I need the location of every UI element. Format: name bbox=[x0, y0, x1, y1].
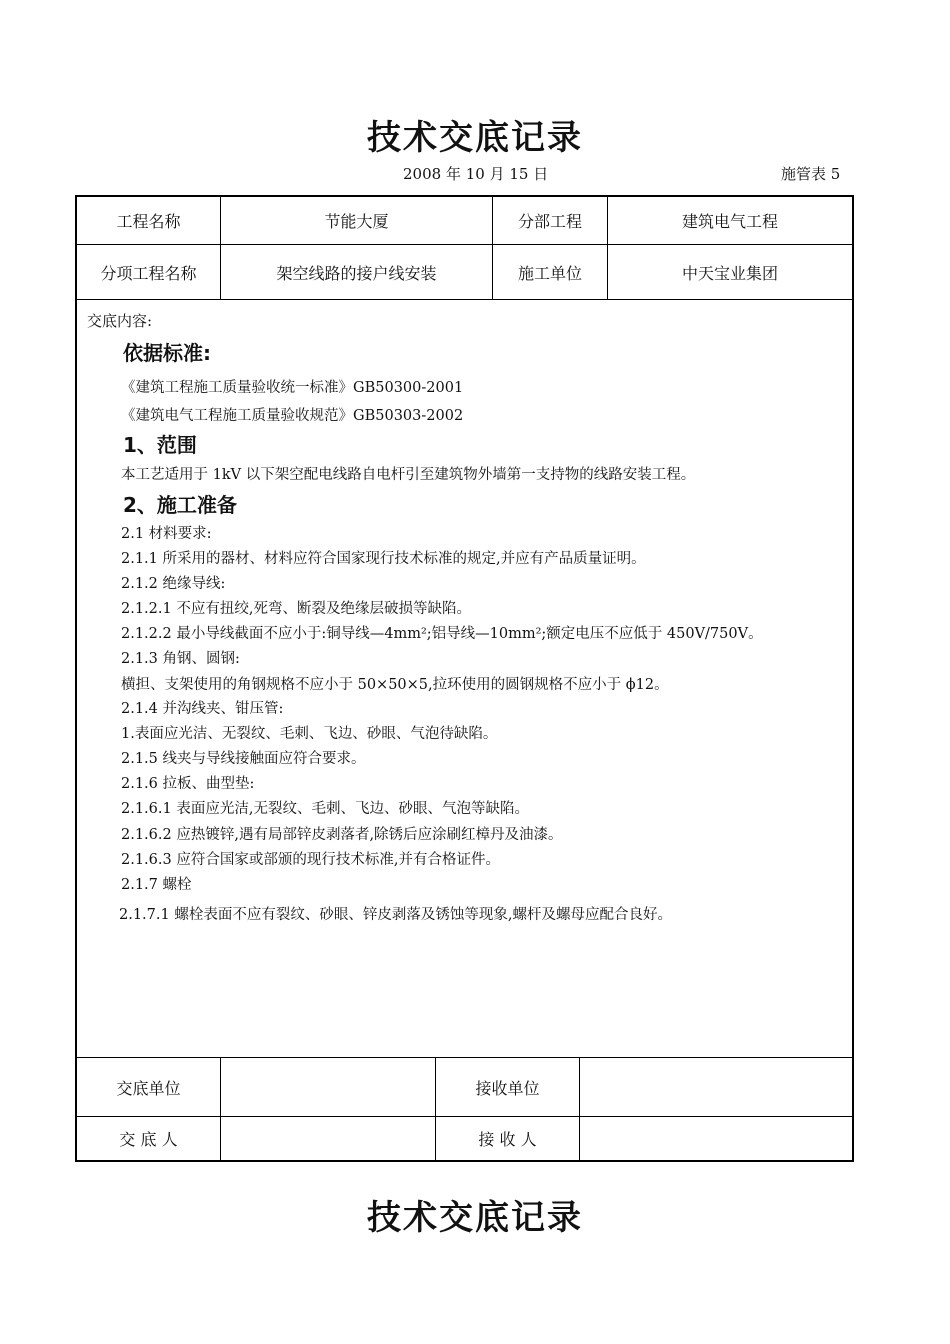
content-line: 2.1.6.3 应符合国家或部颁的现行技术标准,并有合格证件。 bbox=[121, 852, 500, 868]
content-line: 2.1 材料要求: bbox=[121, 526, 212, 542]
subitem-name-value: 架空线路的接户线安装 bbox=[276, 263, 437, 283]
content-line: 2.1.7.1 螺栓表面不应有裂纹、砂眼、锌皮剥落及锈蚀等现象,螺杆及螺母应配合良好。 bbox=[119, 907, 672, 923]
contractor-label: 施工单位 bbox=[517, 263, 582, 283]
content-line: 2.1.2.2 最小导线截面不应小于:铜导线—4mm²;铝导线—10mm²;额定电压不应低于 450V/750V。 bbox=[121, 626, 763, 642]
content-line: 《建筑电气工程施工质量验收规范》GB50303-2002 bbox=[121, 408, 464, 424]
content-line: 本工艺适用于 1kV 以下架空配电线路自电杆引至建筑物外墙第一支持物的线路安装工程。 bbox=[121, 467, 696, 483]
document-date: 2008 年 10 月 15 日 bbox=[403, 165, 549, 183]
content-line: 2.1.6 拉板、曲型垫: bbox=[121, 776, 255, 792]
receiver-label: 接 收 人 bbox=[478, 1130, 537, 1149]
issuer-field[interactable] bbox=[221, 1117, 435, 1160]
subitem-name-label: 分项工程名称 bbox=[100, 263, 197, 283]
receiver-field[interactable] bbox=[580, 1117, 852, 1160]
form-number: 施管表 5 bbox=[781, 165, 841, 183]
issuing-unit-field[interactable] bbox=[221, 1058, 435, 1116]
section-heading: 1、范围 bbox=[123, 433, 197, 457]
division-label: 分部工程 bbox=[517, 212, 582, 231]
issuing-unit-label: 交底单位 bbox=[116, 1078, 181, 1098]
project-name-label: 工程名称 bbox=[116, 212, 181, 231]
receiving-unit-label: 接收单位 bbox=[475, 1078, 540, 1098]
issuer-label: 交 底 人 bbox=[119, 1130, 178, 1149]
content-line: 2.1.2 绝缘导线: bbox=[121, 576, 226, 592]
content-line: 横担、支架使用的角钢规格不应小于 50×50×5,拉环使用的圆钢规格不应小于 ϕ12。 bbox=[121, 677, 669, 693]
content-label: 交底内容: bbox=[87, 312, 153, 330]
content-line: 2.1.2.1 不应有扭绞,死弯、断裂及绝缘层破损等缺陷。 bbox=[121, 601, 471, 617]
content-line: 《建筑工程施工质量验收统一标准》GB50300-2001 bbox=[121, 380, 464, 396]
project-name-value: 节能大厦 bbox=[324, 212, 389, 231]
content-line: 2.1.1 所采用的器材、材料应符合国家现行技术标准的规定,并应有产品质量证明。 bbox=[121, 551, 646, 567]
document-title: 技术交底记录 bbox=[367, 118, 583, 158]
content-line: 2.1.5 线夹与导线接触面应符合要求。 bbox=[121, 751, 366, 767]
section-heading: 2、施工准备 bbox=[123, 493, 237, 517]
content-line: 2.1.4 并沟线夹、钳压管: bbox=[121, 701, 284, 717]
content-line: 2.1.3 角钢、圆钢: bbox=[121, 651, 240, 667]
content-line: 2.1.6.1 表面应光洁,无裂纹、毛刺、飞边、砂眼、气泡等缺陷。 bbox=[121, 801, 529, 817]
division-value: 建筑电气工程 bbox=[681, 212, 778, 231]
content-line: 2.1.7 螺栓 bbox=[121, 877, 192, 893]
content-line: 1.表面应光洁、无裂纹、毛刺、飞边、砂眼、气泡待缺陷。 bbox=[121, 726, 498, 742]
receiving-unit-field[interactable] bbox=[580, 1058, 852, 1116]
next-page-title: 技术交底记录 bbox=[367, 1198, 583, 1238]
section-heading: 依据标准: bbox=[123, 341, 211, 365]
record-table bbox=[75, 195, 854, 1162]
content-line: 2.1.6.2 应热镀锌,遇有局部锌皮剥落者,除锈后应涂刷红樟丹及油漆。 bbox=[121, 827, 563, 843]
contractor-value: 中天宝业集团 bbox=[681, 263, 778, 283]
